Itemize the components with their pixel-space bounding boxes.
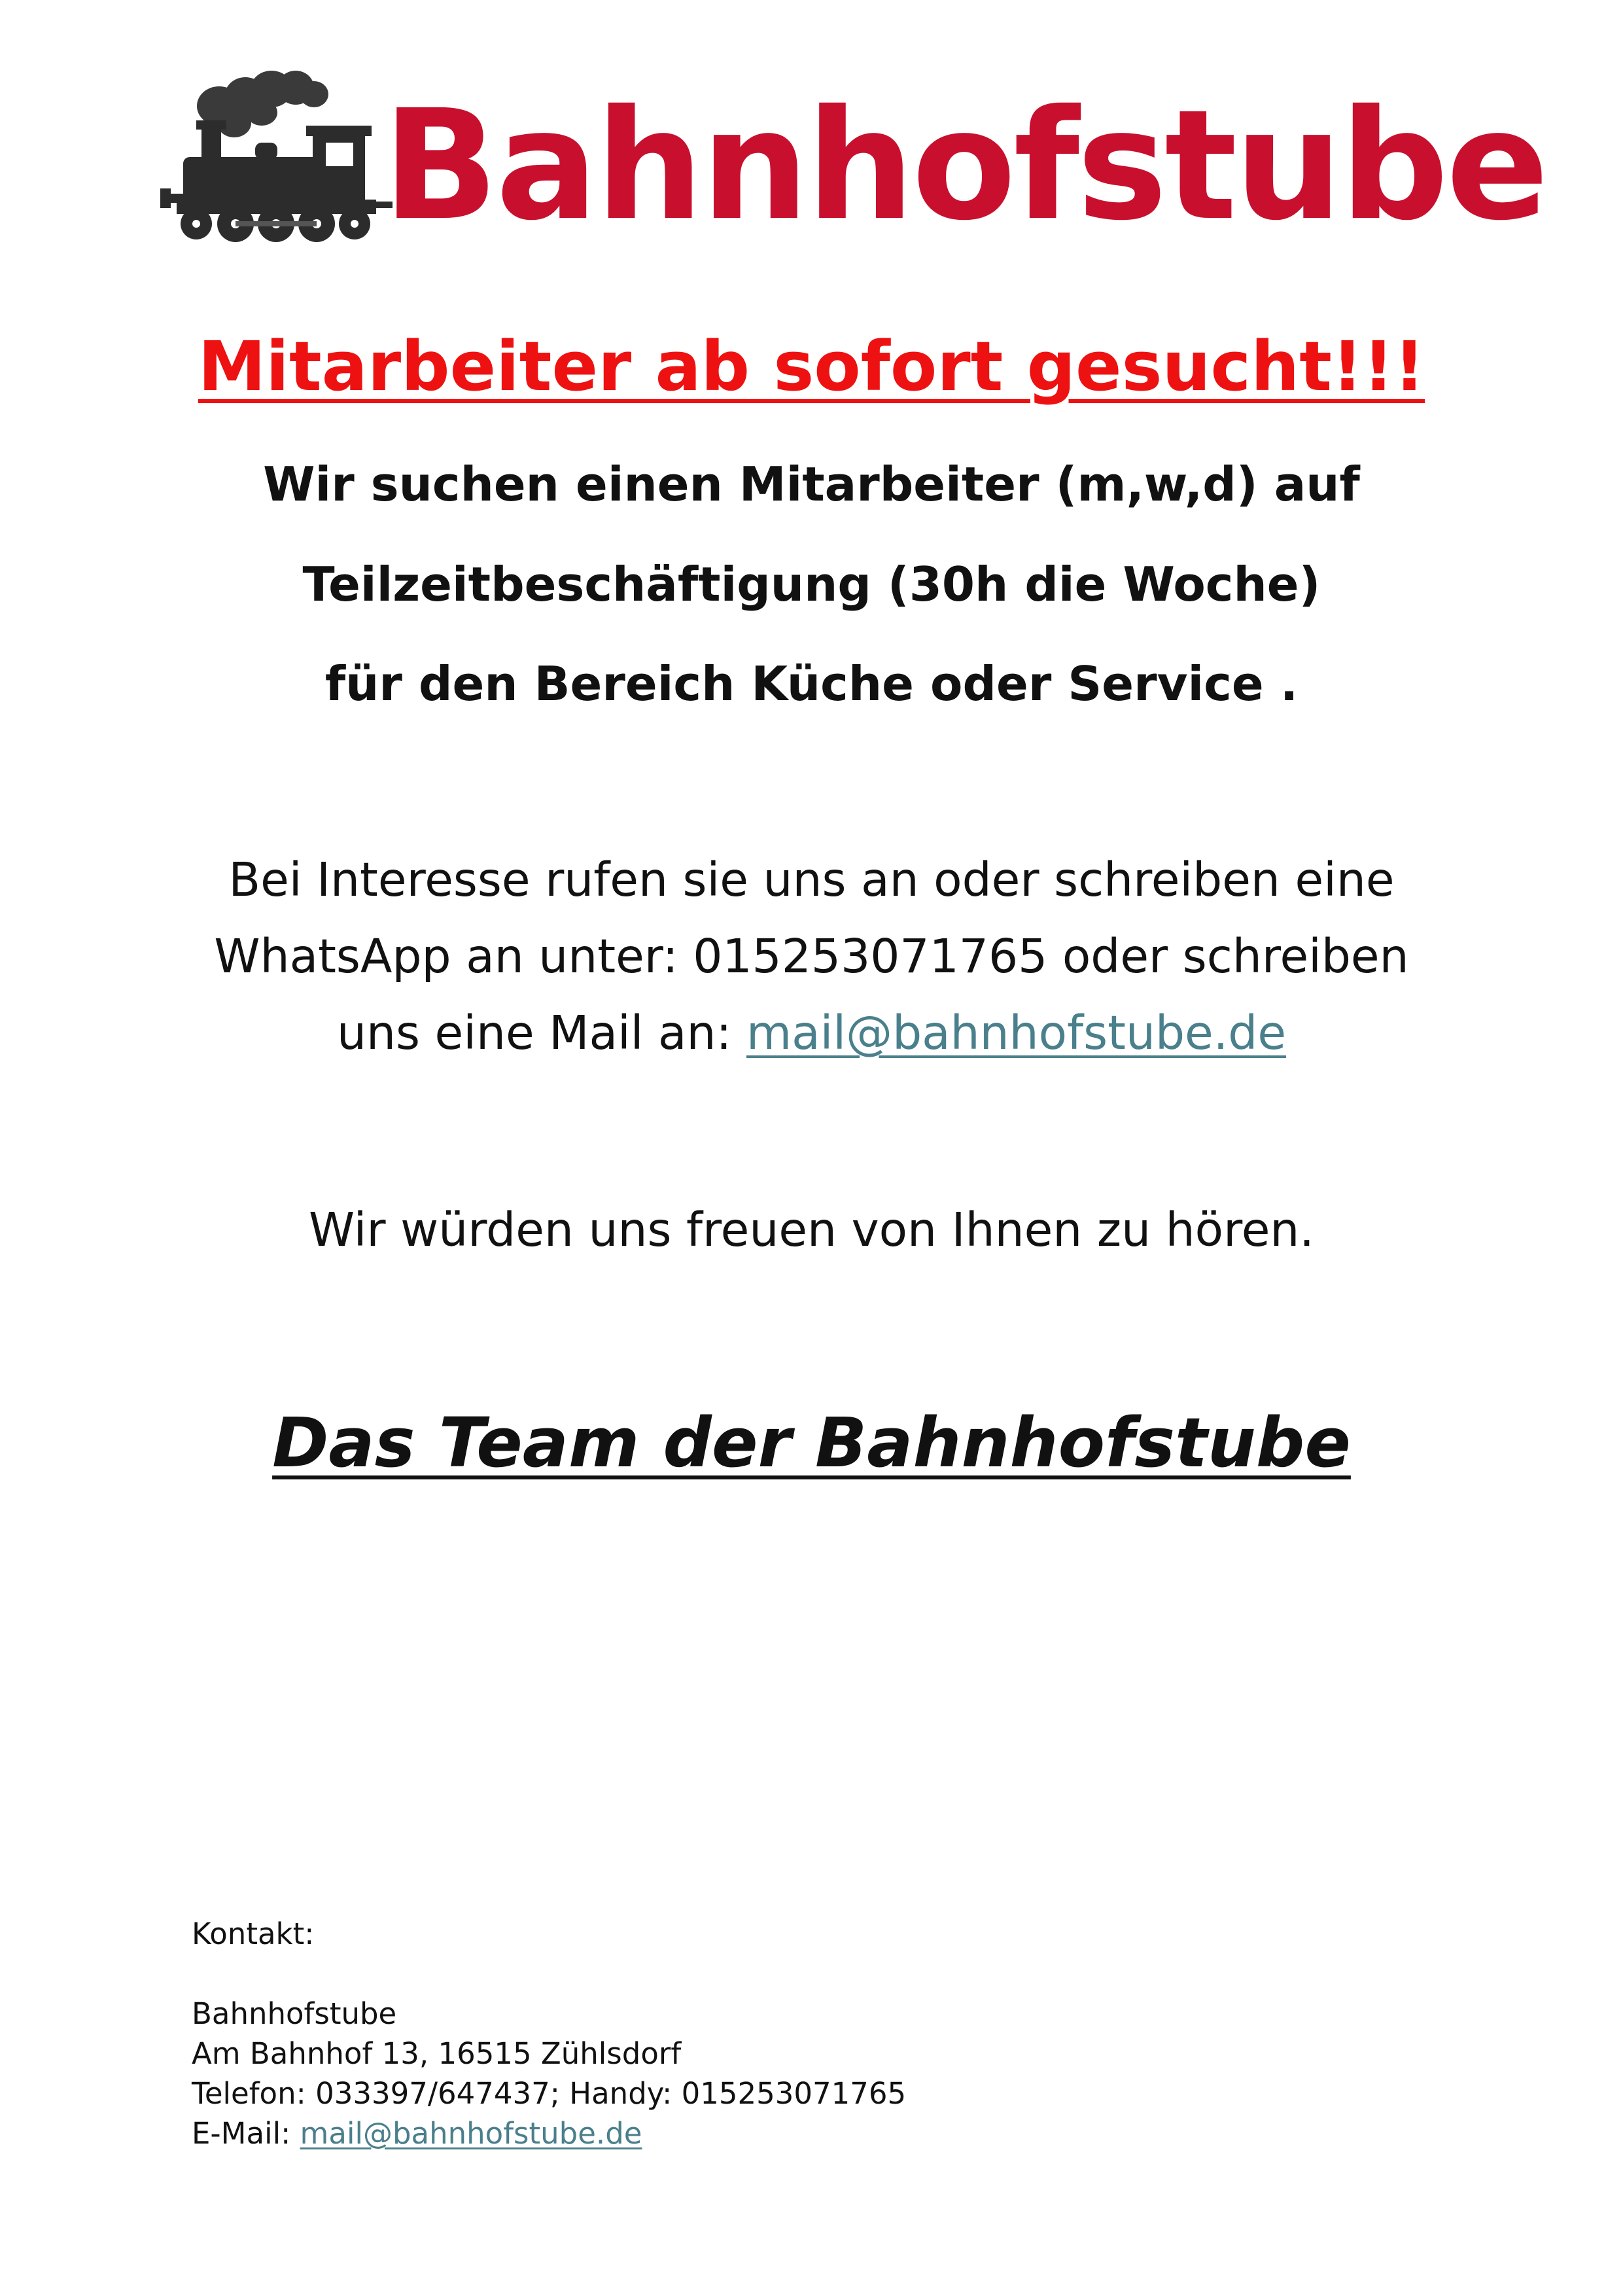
contact-heading: Kontakt: [192, 1916, 315, 1951]
contact-paragraph-line-3-prefix: uns eine Mail an: [336, 1006, 746, 1060]
contact-name: Bahnhofstube [192, 1996, 397, 2031]
subheadline-line-2: Teilzeitbeschäftigung (30h die Woche) [302, 557, 1321, 612]
subheadline-line-3: für den Bereich Küche oder Service . [324, 656, 1299, 711]
signature: Das Team der Bahnhofstube [272, 1403, 1351, 1483]
contact-email-link[interactable]: mail@bahnhofstube.de [300, 2116, 642, 2151]
contact-email-row [192, 2113, 906, 2153]
logo [157, 65, 1546, 254]
contact-address: Am Bahnhof 13, 16515 Zühlsdorf [192, 2036, 682, 2071]
contact-email-label: E-Mail: [192, 2116, 300, 2151]
contact-block [192, 1914, 906, 2153]
contact-phone: Telefon: 033397/647437; Handy: 015253071765 [192, 2076, 907, 2111]
contact-paragraph-line-2: WhatsApp an unter: 015253071765 oder schreiben [214, 929, 1409, 983]
contact-paragraph-line-3 [0, 1000, 1623, 1066]
closing-line: Wir würden uns freuen von Ihnen zu hören. [309, 1203, 1314, 1257]
email-link[interactable]: mail@bahnhofstube.de [746, 1006, 1287, 1060]
subheadline-line-1: Wir suchen einen Mitarbeiter (m,w,d) auf [263, 457, 1360, 512]
logo-wordmark: Bahnhofstube [383, 77, 1546, 254]
contact-paragraph-line-1: Bei Interesse rufen sie uns an oder schreiben eine [228, 853, 1395, 907]
steam-locomotive-icon [157, 65, 399, 249]
headline: Mitarbeiter ab sofort gesucht!!! [198, 327, 1425, 406]
contact-spacer [192, 1954, 906, 1994]
